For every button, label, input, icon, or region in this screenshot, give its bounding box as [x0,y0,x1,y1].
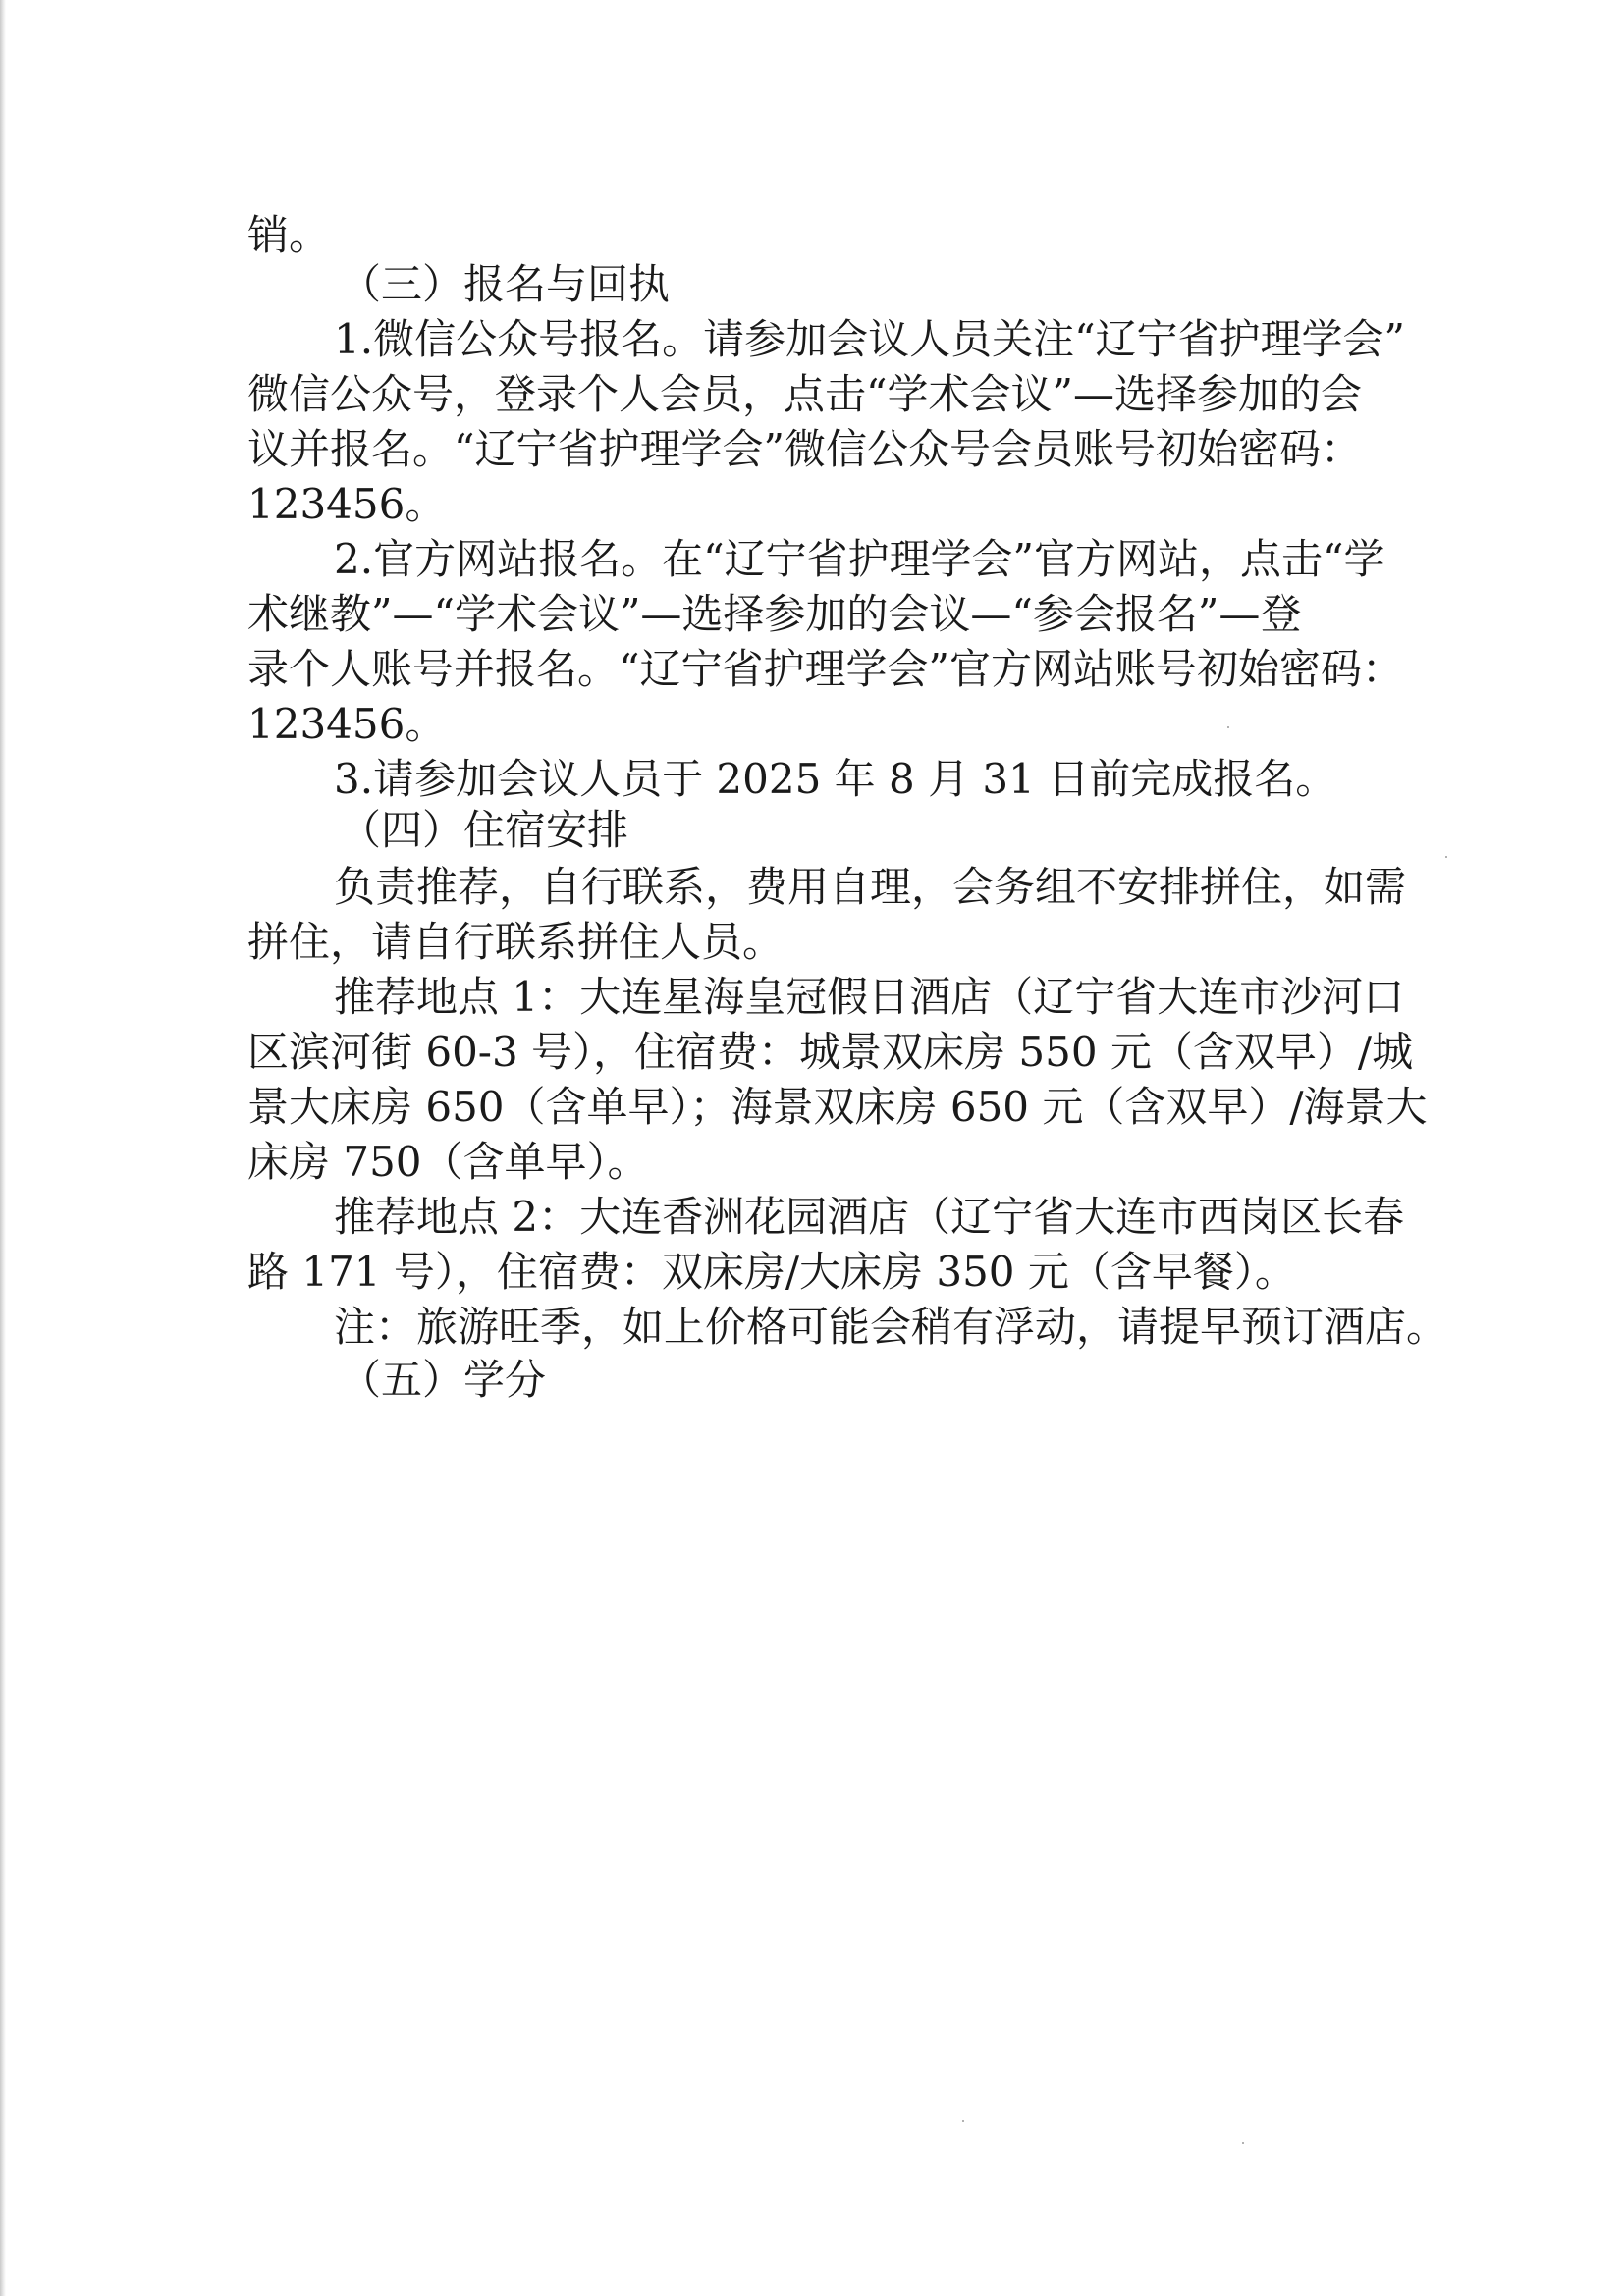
paragraph-accommodation-intro: 负责推荐，自行联系，费用自理，会务组不安排拼住，如需 [334,863,1407,911]
paragraph-wechat-registration-line4: 123456。 [247,480,447,528]
paragraph-hotel-2: 推荐地点 2：大连香洲花园酒店（辽宁省大连市西岗区长春 [334,1193,1405,1241]
paragraph-hotel-1-line4: 床房 750（含单早）。 [247,1138,649,1186]
scan-speck [1242,2142,1244,2144]
paragraph-hotel-1: 推荐地点 1：大连星海皇冠假日酒店（辽宁省大连市沙河口 [334,973,1405,1021]
paragraph-continuation: 销。 [247,211,331,259]
paragraph-website-registration: 2.官方网站报名。在“辽宁省护理学会”官方网站，点击“学 [334,535,1385,583]
paragraph-wechat-registration-line2: 微信公众号，登录个人会员，点击“学术会议”—选择参加的会 [247,370,1362,418]
paragraph-hotel-1-line2: 区滨河街 60-3 号），住宿费：城景双床房 550 元（含双早）/城 [247,1028,1414,1076]
paragraph-website-registration-line2: 术继教”—“学术会议”—选择参加的会议—“参会报名”—登 [247,590,1302,638]
paragraph-hotel-1-line3: 景大床房 650（含单早）；海景双床房 650 元（含双早）/海景大 [247,1083,1428,1131]
paragraph-wechat-registration-line3: 议并报名。“辽宁省护理学会”微信公众号会员账号初始密码： [247,425,1362,473]
section-heading-credits: （五）学分 [340,1356,547,1404]
paragraph-note: 注：旅游旺季，如上价格可能会稍有浮动，请提早预订酒店。 [334,1303,1448,1351]
paragraph-wechat-registration: 1.微信公众号报名。请参加会议人员关注“辽宁省护理学会” [334,315,1406,363]
scan-speck [1227,726,1229,728]
section-heading-accommodation: （四）住宿安排 [340,806,629,854]
paragraph-hotel-2-line2: 路 171 号），住宿费：双床房/大床房 350 元（含早餐）。 [247,1248,1296,1296]
scan-speck [1445,856,1447,858]
scan-speck [962,2120,964,2122]
paragraph-website-registration-line3: 录个人账号并报名。“辽宁省护理学会”官方网站账号初始密码： [247,645,1403,693]
paragraph-accommodation-intro-line2: 拼住，请自行联系拼住人员。 [247,918,785,966]
section-heading-registration: （三）报名与回执 [340,260,671,308]
paragraph-registration-deadline: 3.请参加会议人员于 2025 年 8 月 31 日前完成报名。 [334,755,1337,803]
paragraph-website-registration-line4: 123456。 [247,700,447,748]
